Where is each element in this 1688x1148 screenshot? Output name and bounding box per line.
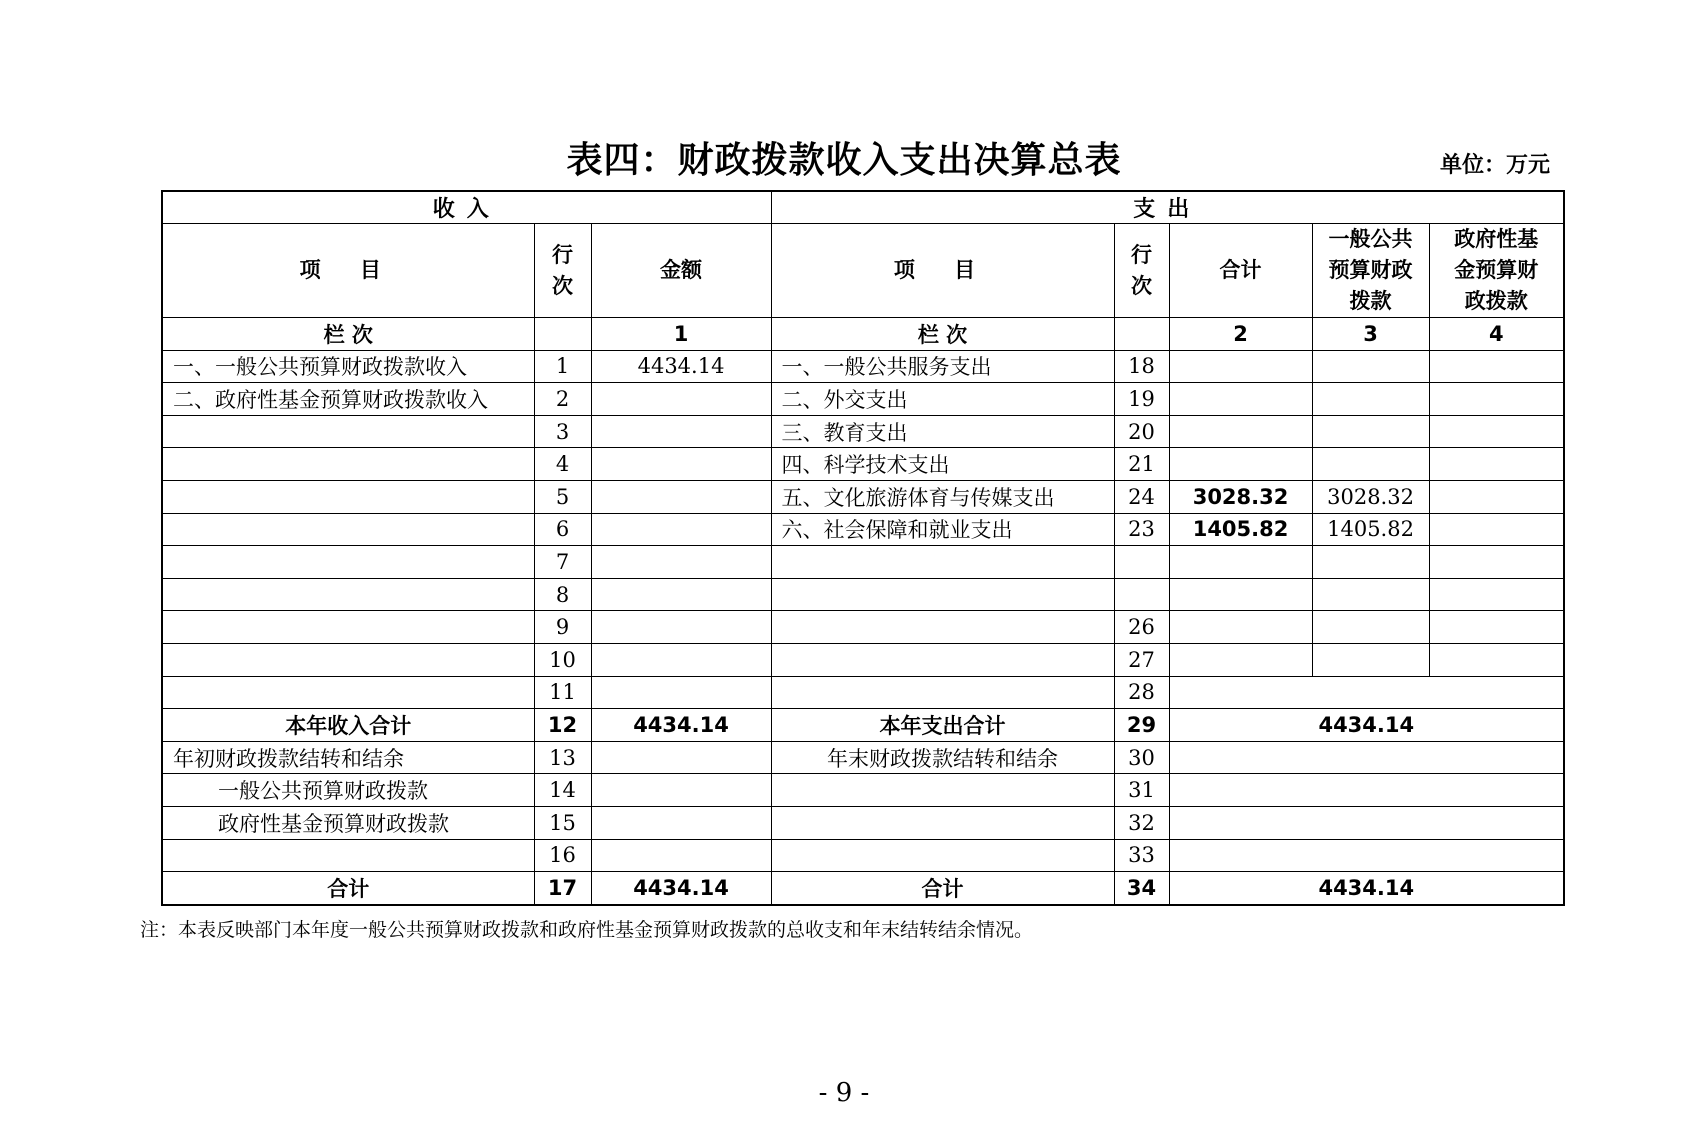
table-row (162, 774, 1564, 807)
expense-row-no: 34 (1114, 872, 1169, 905)
expense-item (771, 611, 1114, 644)
carry-income-item: 年初财政拨款结转和结余 (162, 741, 534, 774)
expense-fund (1429, 383, 1564, 416)
expense-row-no (1114, 546, 1169, 579)
carry-expense-item (771, 806, 1114, 839)
income-amount (591, 546, 771, 579)
income-row-no: 6 (534, 513, 591, 546)
table-title: 表四：财政拨款收入支出决算总表 (566, 140, 1122, 181)
income-col-index-label: 栏 次 (162, 318, 534, 351)
expense-row-no: 33 (1114, 839, 1169, 872)
expense-row-no: 31 (1114, 774, 1169, 807)
general-budget-header: 一般公共预算财政拨款 (1312, 224, 1429, 318)
expense-total: 1405.82 (1169, 513, 1312, 546)
income-section-header: 收入 (162, 191, 771, 224)
col-index-row (162, 318, 1564, 351)
expense-row-no: 20 (1114, 415, 1169, 448)
year-expense-total-amount: 4434.14 (1169, 709, 1564, 742)
expense-general (1312, 578, 1429, 611)
expense-total (1169, 643, 1312, 676)
expense-fund (1429, 350, 1564, 383)
expense-row-no: 27 (1114, 643, 1169, 676)
expense-row-no: 24 (1114, 480, 1169, 513)
income-amount (591, 578, 771, 611)
income-row-no: 11 (534, 676, 591, 709)
expense-item: 五、文化旅游体育与传媒支出 (771, 480, 1114, 513)
expense-item: 六、社会保障和就业支出 (771, 513, 1114, 546)
col-index-3: 3 (1312, 318, 1429, 351)
expense-total (1169, 578, 1312, 611)
table-row (162, 578, 1564, 611)
table-row (162, 448, 1564, 481)
table-row (162, 611, 1564, 644)
expense-row-no: 32 (1114, 806, 1169, 839)
income-row-no: 14 (534, 774, 591, 807)
carry-income-item (162, 839, 534, 872)
income-row-no: 13 (534, 741, 591, 774)
grand-income-total-label: 合计 (162, 872, 534, 905)
income-item (162, 415, 534, 448)
expense-total (1169, 383, 1312, 416)
expense-general (1312, 415, 1429, 448)
grand-expense-total-label: 合计 (771, 872, 1114, 905)
unit-label: 单位：万元 (1440, 153, 1551, 178)
expense-fund (1429, 578, 1564, 611)
page-number: - 9 - (818, 1078, 870, 1108)
income-row-no: 2 (534, 383, 591, 416)
expense-total-header: 合计 (1169, 224, 1312, 318)
col-index-2: 2 (1169, 318, 1312, 351)
expense-item: 二、外交支出 (771, 383, 1114, 416)
table-row (162, 806, 1564, 839)
expense-general (1312, 350, 1429, 383)
expense-row-no (1114, 578, 1169, 611)
table-row (162, 676, 1564, 709)
table-row (162, 350, 1564, 383)
income-row-no: 12 (534, 709, 591, 742)
income-item (162, 513, 534, 546)
income-amount (591, 611, 771, 644)
table-row (162, 383, 1564, 416)
year-total-row (162, 709, 1564, 742)
income-item (162, 546, 534, 579)
expense-fund (1429, 546, 1564, 579)
income-row-no: 17 (534, 872, 591, 905)
expense-fund (1429, 611, 1564, 644)
table-row (162, 513, 1564, 546)
income-item (162, 448, 534, 481)
table-row (162, 741, 1564, 774)
income-item (162, 643, 534, 676)
expense-item (771, 546, 1114, 579)
grand-expense-total-amount: 4434.14 (1169, 872, 1564, 905)
expense-general (1312, 383, 1429, 416)
grand-total-row (162, 872, 1564, 905)
income-amount (591, 643, 771, 676)
income-amount (591, 448, 771, 481)
table-row (162, 415, 1564, 448)
expense-row-no: 18 (1114, 350, 1169, 383)
expense-row-no: 21 (1114, 448, 1169, 481)
expense-general (1312, 448, 1429, 481)
expense-item (771, 643, 1114, 676)
expense-general (1312, 611, 1429, 644)
expense-fund (1429, 480, 1564, 513)
carry-expense-item (771, 774, 1114, 807)
income-row-no: 7 (534, 546, 591, 579)
income-amount (591, 415, 771, 448)
expense-section-header: 支出 (771, 191, 1564, 224)
expense-fund (1429, 513, 1564, 546)
year-expense-total-label: 本年支出合计 (771, 709, 1114, 742)
expense-total (1169, 415, 1312, 448)
income-item (162, 480, 534, 513)
expense-row-no: 29 (1114, 709, 1169, 742)
fiscal-appropriation-table (161, 190, 1565, 906)
table-row (162, 643, 1564, 676)
expense-total (1169, 546, 1312, 579)
fund-budget-header: 政府性基金预算财政拨款 (1429, 224, 1564, 318)
expense-item: 四、科学技术支出 (771, 448, 1114, 481)
income-item: 二、政府性基金预算财政拨款收入 (162, 383, 534, 416)
expense-row-no: 23 (1114, 513, 1169, 546)
expense-item: 一、一般公共服务支出 (771, 350, 1114, 383)
income-row-no: 1 (534, 350, 591, 383)
table-row (162, 546, 1564, 579)
expense-general (1312, 643, 1429, 676)
expense-row-no: 26 (1114, 611, 1169, 644)
income-row-no: 10 (534, 643, 591, 676)
year-income-total-label: 本年收入合计 (162, 709, 534, 742)
income-rowno-header: 行次 (534, 224, 591, 318)
carry-income-item: 政府性基金预算财政拨款 (162, 806, 534, 839)
income-row-no: 4 (534, 448, 591, 481)
year-income-total-amount: 4434.14 (591, 709, 771, 742)
carry-expense-item (771, 839, 1114, 872)
table-note: 注：本表反映部门本年度一般公共预算财政拨款和政府性基金预算财政拨款的总收支和年末结转结余情况。 (140, 919, 1034, 941)
income-row-no: 9 (534, 611, 591, 644)
expense-item (771, 578, 1114, 611)
income-amount (591, 383, 771, 416)
carry-income-item: 一般公共预算财政拨款 (162, 774, 534, 807)
income-amount: 4434.14 (591, 350, 771, 383)
col-index-1: 1 (591, 318, 771, 351)
income-row-no: 16 (534, 839, 591, 872)
table-row (162, 480, 1564, 513)
col-index-4: 4 (1429, 318, 1564, 351)
expense-row-no: 19 (1114, 383, 1169, 416)
expense-row-no: 28 (1114, 676, 1169, 709)
income-row-no: 5 (534, 480, 591, 513)
section-header-row (162, 191, 1564, 224)
expense-general: 3028.32 (1312, 480, 1429, 513)
expense-item-header: 项 目 (771, 224, 1114, 318)
income-item (162, 611, 534, 644)
income-row-no: 3 (534, 415, 591, 448)
expense-total (1169, 448, 1312, 481)
expense-rowno-header: 行次 (1114, 224, 1169, 318)
column-header-row (162, 224, 1564, 318)
expense-col-index-label: 栏 次 (771, 318, 1114, 351)
carry-expense-item: 年末财政拨款结转和结余 (771, 741, 1114, 774)
expense-fund (1429, 448, 1564, 481)
income-item-header: 项 目 (162, 224, 534, 318)
expense-general (1312, 546, 1429, 579)
income-item (162, 578, 534, 611)
expense-fund (1429, 643, 1564, 676)
expense-total: 3028.32 (1169, 480, 1312, 513)
expense-item: 三、教育支出 (771, 415, 1114, 448)
expense-row-no: 30 (1114, 741, 1169, 774)
income-amount (591, 513, 771, 546)
income-item: 一、一般公共预算财政拨款收入 (162, 350, 534, 383)
income-amount (591, 480, 771, 513)
grand-income-total-amount: 4434.14 (591, 872, 771, 905)
income-amount-header: 金额 (591, 224, 771, 318)
income-row-no: 15 (534, 806, 591, 839)
expense-total (1169, 350, 1312, 383)
income-row-no: 8 (534, 578, 591, 611)
table-row (162, 839, 1564, 872)
expense-fund (1429, 415, 1564, 448)
expense-total (1169, 611, 1312, 644)
expense-general: 1405.82 (1312, 513, 1429, 546)
